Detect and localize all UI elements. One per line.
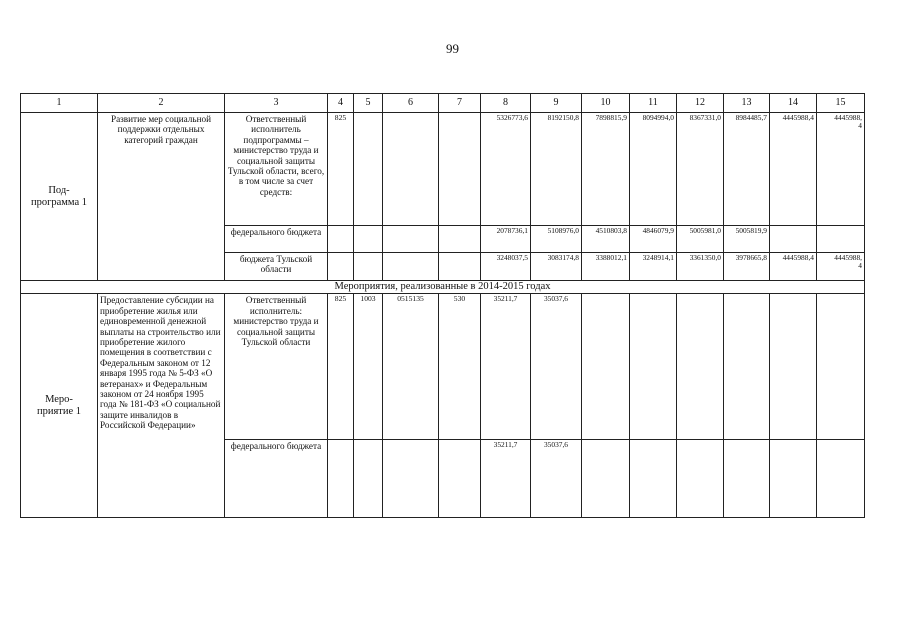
code-cell	[328, 226, 354, 253]
value-cell	[770, 226, 817, 253]
value-cell: 5005819,9	[724, 226, 770, 253]
value-cell	[677, 440, 724, 518]
value-cell	[724, 294, 770, 440]
code-cell: 530	[439, 294, 481, 440]
subprogram-row-total	[21, 113, 865, 226]
code-cell: 0515135	[383, 294, 439, 440]
value-cell: 5326773,6	[481, 113, 531, 226]
funding-source: Ответственный исполнитель подпрограммы – министерство труда и социальной защиты Тульской области, всего, в том числе за счет средств:	[225, 113, 328, 226]
value-cell: 5005981,0	[677, 226, 724, 253]
budget-table	[20, 93, 865, 518]
header-cell: 12	[677, 94, 724, 113]
code-cell	[354, 226, 383, 253]
code-cell	[439, 253, 481, 281]
header-cell: 14	[770, 94, 817, 113]
funding-source: федерального бюджета	[225, 440, 328, 518]
value-cell: 3361350,0	[677, 253, 724, 281]
value-cell: 3248037,5	[481, 253, 531, 281]
value-cell: 35037,6	[531, 440, 582, 518]
value-cell: 35037,6	[531, 294, 582, 440]
value-cell	[582, 440, 630, 518]
section-row	[21, 281, 865, 294]
code-cell	[354, 113, 383, 226]
measure-row-total	[21, 294, 865, 440]
value-cell: 3083174,8	[531, 253, 582, 281]
header-cell: 1	[21, 94, 98, 113]
page-number: 99	[446, 41, 459, 56]
value-cell: 2078736,1	[481, 226, 531, 253]
value-cell: 3248914,1	[630, 253, 677, 281]
section-title: Мероприятия, реализованные в 2014-2015 годах	[21, 281, 865, 294]
value-cell: 4846079,9	[630, 226, 677, 253]
value-cell	[630, 294, 677, 440]
value-cell: 3978665,8	[724, 253, 770, 281]
value-cell	[770, 294, 817, 440]
value-cell	[724, 440, 770, 518]
value-cell: 4445988, 4	[817, 253, 865, 281]
code-cell: 1003	[354, 294, 383, 440]
funding-source: бюджета Тульской области	[225, 253, 328, 281]
value-cell	[630, 440, 677, 518]
value-cell: 4445988,4	[770, 253, 817, 281]
header-cell: 10	[582, 94, 630, 113]
subprogram-name: Развитие мер социальной поддержки отдельных категорий граждан	[98, 113, 225, 281]
code-cell	[439, 226, 481, 253]
code-cell: 825	[328, 294, 354, 440]
funding-source: федерального бюджета	[225, 226, 328, 253]
funding-source: Ответственный исполнитель: министерство труда и социальной защиты Тульской области	[225, 294, 328, 440]
subprogram-label: Под- программа 1	[21, 113, 98, 281]
header-cell: 7	[439, 94, 481, 113]
value-cell: 5108976,0	[531, 226, 582, 253]
value-cell	[677, 294, 724, 440]
value-cell: 35211,7	[481, 294, 531, 440]
value-cell	[582, 294, 630, 440]
value-cell: 4510803,8	[582, 226, 630, 253]
value-cell: 4445988, 4	[817, 113, 865, 226]
value-cell	[770, 440, 817, 518]
value-cell: 8192150,8	[531, 113, 582, 226]
header-cell: 3	[225, 94, 328, 113]
value-cell: 7898815,9	[582, 113, 630, 226]
value-cell: 8367331,0	[677, 113, 724, 226]
header-cell: 4	[328, 94, 354, 113]
header-row	[21, 94, 865, 113]
code-cell	[439, 113, 481, 226]
code-cell	[354, 440, 383, 518]
code-cell	[354, 253, 383, 281]
code-cell	[383, 440, 439, 518]
value-cell: 4445988,4	[770, 113, 817, 226]
header-cell: 11	[630, 94, 677, 113]
measure-name: Предоставление субсидии на приобретение жилья или единовременной денежной выплаты на строительство или приобретение жилого помещения в соответствии с Федеральным законом от 12 января 1995 года № 5-ФЗ «О ветеранах» и Федеральным законом от 24 ноября 1995 года № 181-ФЗ «О социальной защите инвалидов в Российской Федерации»	[98, 294, 225, 518]
header-cell: 15	[817, 94, 865, 113]
code-cell	[328, 440, 354, 518]
header-cell: 6	[383, 94, 439, 113]
code-cell	[383, 253, 439, 281]
header-cell: 8	[481, 94, 531, 113]
code-cell	[383, 226, 439, 253]
code-cell: 825	[328, 113, 354, 226]
value-cell: 3388012,1	[582, 253, 630, 281]
value-cell: 8094994,0	[630, 113, 677, 226]
header-cell: 2	[98, 94, 225, 113]
header-cell: 13	[724, 94, 770, 113]
value-cell	[817, 440, 865, 518]
measure-label: Меро- приятие 1	[21, 294, 98, 518]
value-cell: 8984485,7	[724, 113, 770, 226]
value-cell	[817, 226, 865, 253]
code-cell	[383, 113, 439, 226]
header-cell: 5	[354, 94, 383, 113]
code-cell	[328, 253, 354, 281]
value-cell	[817, 294, 865, 440]
header-cell: 9	[531, 94, 582, 113]
value-cell: 35211,7	[481, 440, 531, 518]
code-cell	[439, 440, 481, 518]
